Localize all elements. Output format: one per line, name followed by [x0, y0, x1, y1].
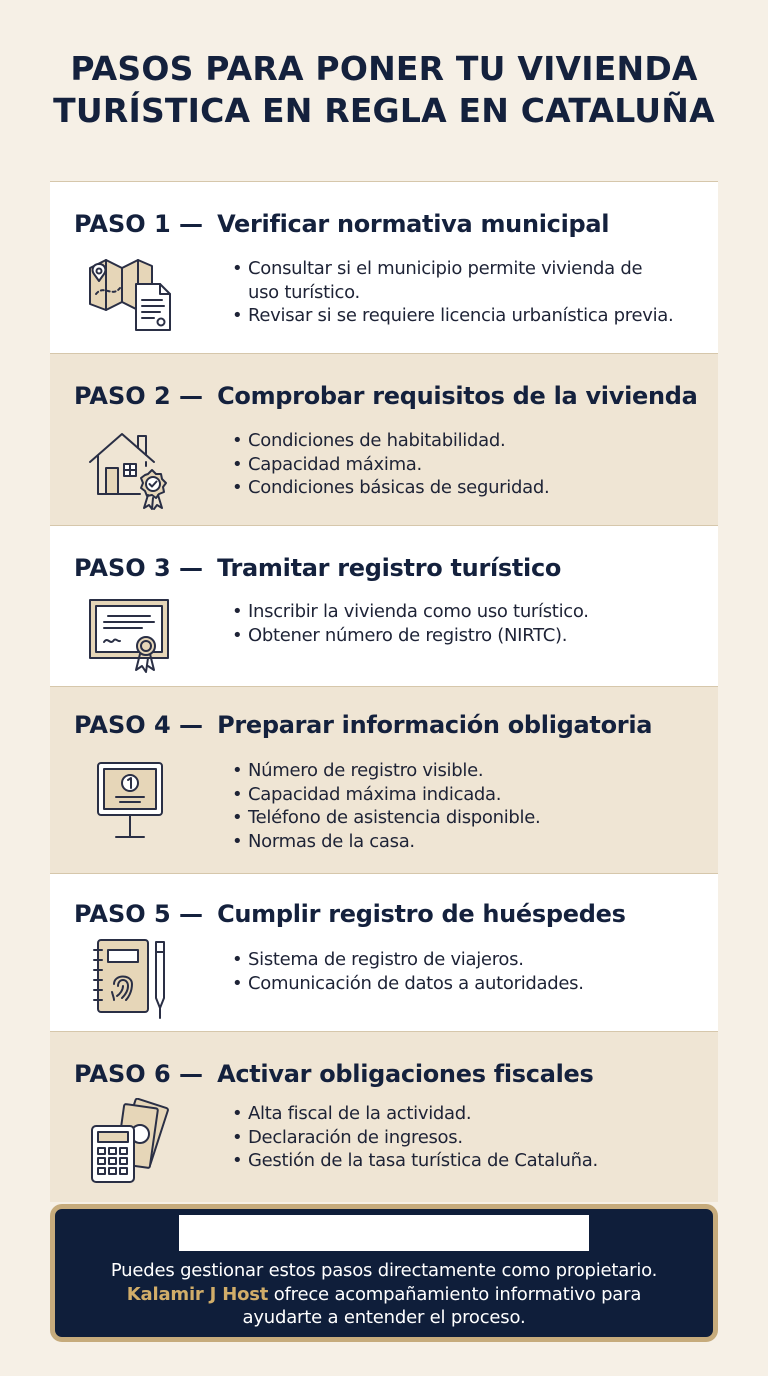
- step-1-bullet-1: • Consultar si el municipio permite vivienda de: [232, 257, 673, 281]
- certificate-icon: [86, 588, 174, 676]
- step-1-header: [74, 210, 609, 238]
- footer-line-2: ofrece acompañamiento informativo para: [273, 1283, 642, 1305]
- footer-blank-box: [179, 1215, 589, 1251]
- step-4: [50, 687, 718, 874]
- step-5-bullet-1: • Sistema de registro de viajeros.: [232, 948, 584, 972]
- footer-note: [50, 1204, 718, 1342]
- step-3-title: Tramitar registro turístico: [217, 554, 562, 582]
- step-5-header: [74, 900, 626, 928]
- title-line-1: PASOS PARA PONER TU VIVIENDA: [70, 49, 698, 88]
- step-5-bullet-2: • Comunicación de datos a autoridades.: [232, 972, 584, 996]
- step-6-bullets: [232, 1102, 598, 1173]
- step-5-bullets: [232, 948, 584, 995]
- title-line-2: TURÍSTICA EN REGLA EN CATALUÑA: [53, 91, 715, 130]
- step-3-header: [74, 554, 561, 582]
- step-3-bullet-1: • Inscribir la vivienda como uso turístico.: [232, 600, 589, 624]
- step-2: [50, 354, 718, 526]
- calculator-money-icon: [86, 1098, 174, 1186]
- step-3: [50, 526, 718, 687]
- step-5-title: Cumplir registro de huéspedes: [217, 900, 626, 928]
- steps-list: [50, 181, 718, 1202]
- step-4-bullets: [232, 759, 540, 853]
- step-2-bullet-2: • Capacidad máxima.: [232, 453, 549, 477]
- step-1-bullet-3: • Revisar si se requiere licencia urbanística previa.: [232, 304, 673, 328]
- footer-line-3: ayudarte a entender el proceso.: [242, 1307, 526, 1328]
- step-1-bullet-2: uso turístico.: [248, 281, 360, 303]
- map-document-icon: [86, 250, 174, 338]
- step-6-number: PASO 6 —: [74, 1060, 204, 1088]
- step-4-number: PASO 4 —: [74, 711, 204, 739]
- footer-line-1: Puedes gestionar estos pasos directamente como propietario.: [110, 1260, 658, 1281]
- step-2-bullet-1: • Condiciones de habitabilidad.: [232, 429, 549, 453]
- step-1-number: PASO 1 —: [74, 210, 204, 238]
- step-5: [50, 874, 718, 1032]
- sign-board-icon: [86, 755, 174, 843]
- step-1-bullets: [232, 257, 673, 328]
- step-6-bullet-1: • Alta fiscal de la actividad.: [232, 1102, 598, 1126]
- step-4-bullet-2: • Capacidad máxima indicada.: [232, 783, 540, 807]
- footer-brand: Kalamir J Host: [126, 1283, 269, 1305]
- step-6-bullet-2: • Declaración de ingresos.: [232, 1126, 598, 1150]
- step-4-bullet-1: • Número de registro visible.: [232, 759, 540, 783]
- step-2-title: Comprobar requisitos de la vivienda: [217, 382, 698, 410]
- step-3-number: PASO 3 —: [74, 554, 204, 582]
- step-1-title: Verificar normativa municipal: [217, 210, 610, 238]
- step-6: [50, 1032, 718, 1202]
- step-4-header: [74, 711, 652, 739]
- step-2-bullet-3: • Condiciones básicas de seguridad.: [232, 476, 549, 500]
- step-4-title: Preparar información obligatoria: [217, 711, 653, 739]
- step-5-number: PASO 5 —: [74, 900, 204, 928]
- step-1: [50, 182, 718, 354]
- step-6-bullet-3: • Gestión de la tasa turística de Cataluña.: [232, 1149, 598, 1173]
- page-title: [0, 48, 768, 132]
- step-2-bullets: [232, 429, 549, 500]
- step-6-header: [74, 1060, 594, 1088]
- step-2-header: [74, 382, 698, 410]
- step-2-number: PASO 2 —: [74, 382, 204, 410]
- house-check-icon: [86, 424, 174, 512]
- step-3-bullet-2: • Obtener número de registro (NIRTC).: [232, 624, 589, 648]
- step-6-title: Activar obligaciones fiscales: [217, 1060, 594, 1088]
- footer-text: [55, 1259, 713, 1330]
- step-4-bullet-4: • Normas de la casa.: [232, 830, 540, 854]
- notebook-fingerprint-icon: [86, 936, 174, 1024]
- step-4-bullet-3: • Teléfono de asistencia disponible.: [232, 806, 540, 830]
- step-3-bullets: [232, 600, 589, 647]
